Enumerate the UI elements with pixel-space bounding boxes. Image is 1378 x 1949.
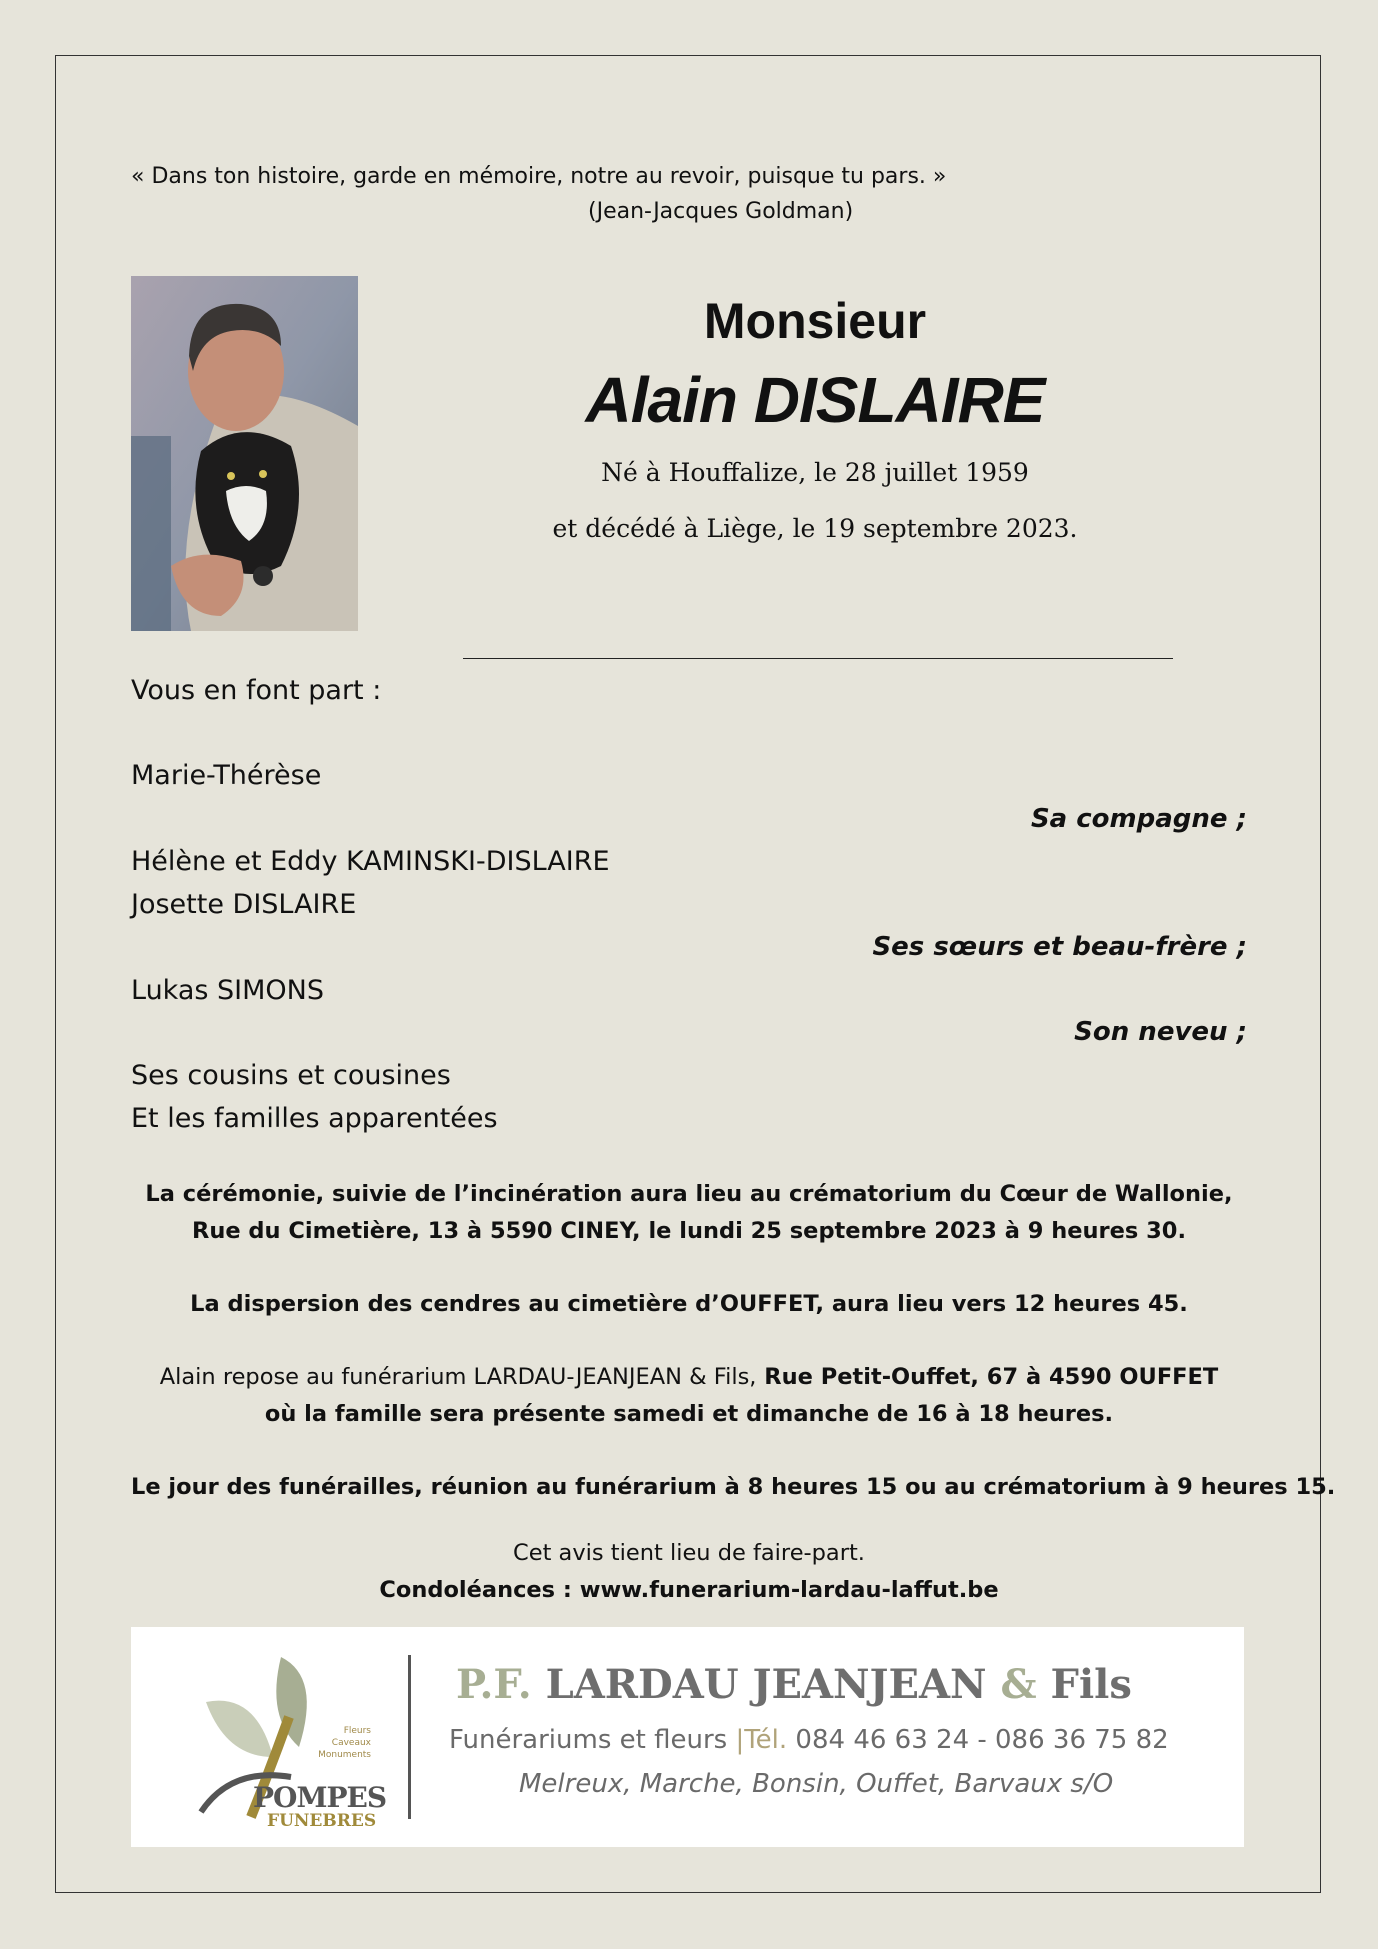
family-related: Et les familles apparentées	[131, 1103, 498, 1134]
birth-line: Né à Houffalize, le 28 juillet 1959	[601, 458, 1029, 487]
family-nephew: Lukas SIMONS	[131, 975, 325, 1006]
pompes-funebres-logo	[171, 1647, 411, 1831]
honorific-title: Monsieur	[703, 293, 927, 349]
logo-services	[301, 1725, 371, 1761]
relation-nephew: Son neveu ;	[1074, 1017, 1247, 1047]
family-sister-1: Hélène et Eddy KAMINSKI-DISLAIRE	[131, 846, 610, 877]
deceased-name: Alain DISLAIRE	[585, 364, 1045, 436]
family-sister-2: Josette DISLAIRE	[131, 889, 357, 920]
presence-line: où la famille sera présente samedi et dimanche de 16 à 18 heures.	[264, 1401, 1114, 1427]
brand-separator: |	[735, 1725, 745, 1755]
family-cousins: Ses cousins et cousines	[131, 1060, 451, 1091]
portrait-photo	[131, 276, 358, 631]
brand-pf: P.F.	[456, 1661, 532, 1708]
logo-monuments: Monuments	[318, 1750, 371, 1760]
logo-pompes: POMPES	[253, 1781, 387, 1814]
epigraph-author: (Jean-Jacques Goldman)	[588, 199, 854, 224]
logo-caveaux: Caveaux	[331, 1738, 371, 1748]
relation-sisters: Ses sœurs et beau-frère ;	[872, 932, 1247, 962]
family-intro: Vous en font part :	[131, 675, 382, 706]
dispersion-line: La dispersion des cendres au cimetière d’OUFFET, aura lieu vers 12 heures 45.	[190, 1291, 1188, 1317]
brand-fils: Fils	[1036, 1661, 1132, 1708]
funeral-day-line: Le jour des funérailles, réunion au funérarium à 8 heures 15 ou au crématorium à 9 heures 15.	[131, 1474, 1336, 1500]
death-line: et décédé à Liège, le 19 septembre 2023.	[552, 514, 1078, 543]
brand-services: Funérariums et fleurs	[449, 1725, 736, 1755]
brand-tel-numbers: 084 46 63 24 - 086 36 75 82	[787, 1725, 1169, 1755]
brand-amp: &	[1000, 1661, 1037, 1708]
brand-locations: Melreux, Marche, Bonsin, Ouffet, Barvaux s/O	[519, 1769, 1114, 1799]
repose-address: Rue Petit-Ouffet, 67 à 4590 OUFFET	[756, 1364, 1219, 1390]
logo-fleurs: Fleurs	[343, 1726, 371, 1736]
repose-plain: Alain repose au funérarium LARDAU-JEANJEAN & Fils,	[159, 1364, 757, 1390]
banner-divider	[408, 1655, 411, 1819]
brand-main: LARDAU JEANJEAN	[531, 1661, 1001, 1708]
separator-rule	[463, 658, 1173, 659]
epigraph-quote: « Dans ton histoire, garde en mémoire, notre au revoir, puisque tu pars. »	[131, 164, 947, 189]
repose-line	[131, 1364, 1247, 1390]
brand-services-line	[449, 1725, 1169, 1755]
brand-tel-label: Tél.	[744, 1725, 788, 1755]
notice-line: Cet avis tient lieu de faire-part.	[513, 1540, 865, 1566]
family-partner: Marie-Thérèse	[131, 760, 322, 791]
brand-name	[456, 1661, 1132, 1708]
condolences-line: Condoléances : www.funerarium-lardau-laffut.be	[379, 1577, 999, 1603]
ceremony-line-2: Rue du Cimetière, 13 à 5590 CINEY, le lundi 25 septembre 2023 à 9 heures 30.	[192, 1218, 1186, 1244]
relation-partner: Sa compagne ;	[1030, 804, 1247, 834]
ceremony-line-1: La cérémonie, suivie de l’incinération aura lieu au crématorium du Cœur de Wallonie,	[145, 1181, 1233, 1207]
funeral-home-banner	[131, 1627, 1244, 1847]
logo-funebres: FUNEBRES	[267, 1811, 377, 1831]
